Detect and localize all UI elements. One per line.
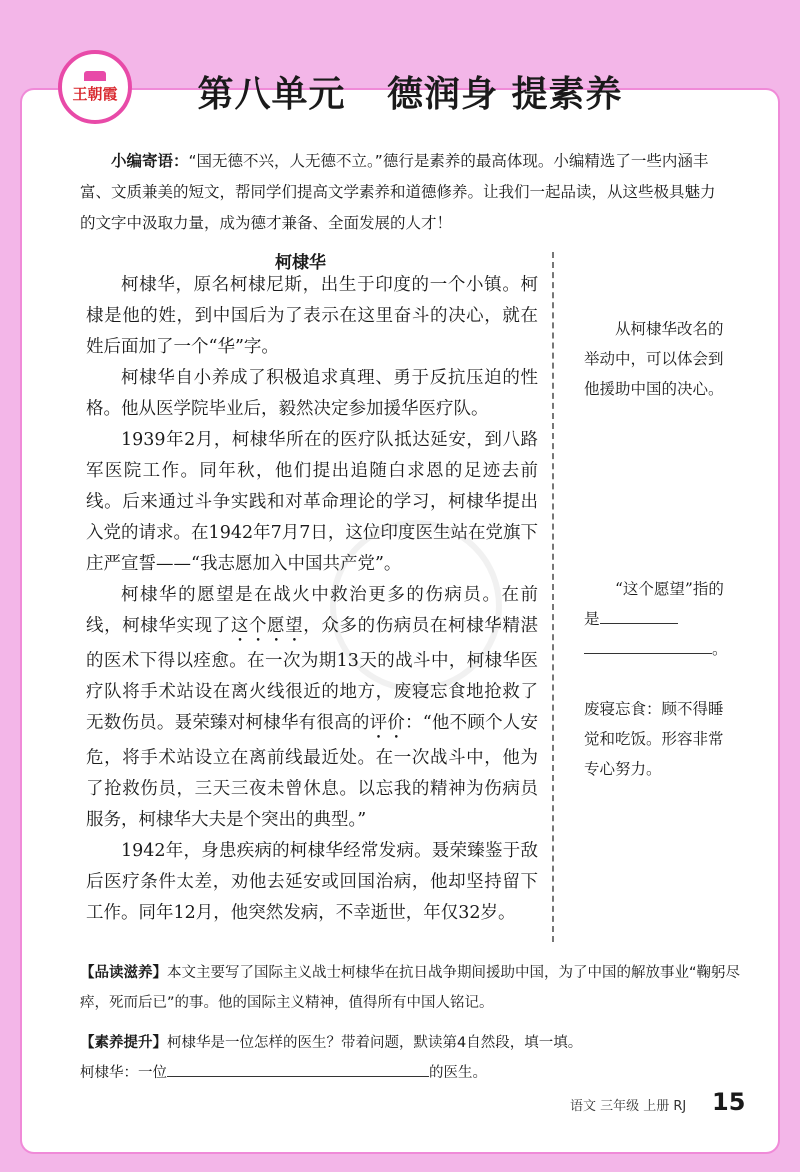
paragraph-4: 柯棣华的愿望是在战火中救治更多的伤病员。在前线，柯棣华实现了这个愿望，众多的伤病员在柯棣华精湛的医术下得以痊愈。在一次为期13天的战斗中，柯棣华医疗队将手术站设在离火线很近的地方，废寝忘食地抢救了无数伤员。聂荣臻对柯棣华有很高的评价：“他不顾个人安危，将手术站设立在离前线最近处。在一次战斗中，他为了抢救伤员，三天三夜未曾休息。以忘我的精神为伤病员服务，柯棣华大夫是个突出的典型。” xyxy=(86,585,539,830)
page-title xyxy=(150,66,670,117)
paragraph-5: 1942年，身患疾病的柯棣华经常发病。聂荣臻鉴于敌后医疗条件太差，劝他去延安或回国治病，他却坚持留下工作。同年12月，他突然发病，不幸逝世，年仅32岁。 xyxy=(86,841,538,923)
page-number: 15 xyxy=(712,1088,746,1116)
answer-suffix: 的医生。 xyxy=(429,1065,487,1081)
editor-note-label: 小编寄语： xyxy=(111,152,189,170)
column-divider xyxy=(552,252,554,942)
article-title: 柯棣华 xyxy=(275,253,326,273)
dotted-phrase-evaluation: 评价 xyxy=(369,713,406,733)
unit-title: 第八单元 xyxy=(197,74,346,115)
answer-blank-2[interactable] xyxy=(584,635,712,654)
editor-note-text: “国无德不兴，人无德不立。”德行是素养的最高体现。小编精选了一些内涵丰富、文质兼美的短文，帮同学们提高文学素养和道德修养。让我们一起品读，从这些极具魅力的文字中汲取力量，成为德才兼备、全面发展的人才！ xyxy=(80,152,716,232)
answer-blank-1[interactable] xyxy=(600,605,678,624)
exercise-label: 【素养提升】 xyxy=(80,1035,167,1051)
publisher-logo xyxy=(58,50,132,124)
side-note-3: 废寝忘食：顾不得睡觉和吃饭。形容非常专心努力。 xyxy=(584,700,724,778)
article-body xyxy=(86,270,538,929)
answer-prefix: 柯棣华：一位 xyxy=(80,1065,167,1081)
dotted-phrase-wish: 这个愿望 xyxy=(230,616,304,636)
logo-text: 王朝霞 xyxy=(72,84,118,103)
paragraph-3: 1939年2月，柯棣华所在的医疗队抵达延安，到八路军医院工作。同年秋，他们提出追随白求恩的足迹去前线。后来通过斗争实践和对革命理论的学习，柯棣华提出入党的请求。在1942年7月7日，这位印度医生站在党旗下庄严宣誓——“我志愿加入中国共产党”。 xyxy=(86,430,538,574)
crown-icon xyxy=(84,71,106,81)
reading-label: 【品读滋养】 xyxy=(80,965,167,981)
exercise-question: 柯棣华是一位怎样的医生？带着问题，默读第4自然段，填一填。 xyxy=(167,1035,583,1051)
reading-section xyxy=(80,958,740,1018)
exercise-section xyxy=(80,1028,740,1088)
reading-text: 本文主要写了国际主义战士柯棣华在抗日战争期间援助中国，为了中国的解放事业“鞠躬尽瘁，死而后已”的事。他的国际主义精神，值得所有中国人铭记。 xyxy=(80,965,741,1011)
paragraph-2: 柯棣华自小养成了积极追求真理、勇于反抗压迫的性格。他从医学院毕业后，毅然决定参加援华医疗队。 xyxy=(86,368,538,419)
paragraph-1: 柯棣华，原名柯棣尼斯，出生于印度的一个小镇。柯棣是他的姓，到中国后为了表示在这里奋斗的决心，就在姓后面加了一个“华”字。 xyxy=(86,275,538,357)
side-note-1: 从柯棣华改名的举动中，可以体会到他援助中国的决心。 xyxy=(584,320,724,398)
unit-theme: 德润身 提素养 xyxy=(387,74,623,115)
answer-blank-3[interactable] xyxy=(167,1058,429,1077)
editor-note xyxy=(80,146,728,239)
book-info: 语文 三年级 上册 RJ xyxy=(570,1099,687,1114)
side-note-2: “这个愿望”指的是 。 xyxy=(584,580,728,658)
